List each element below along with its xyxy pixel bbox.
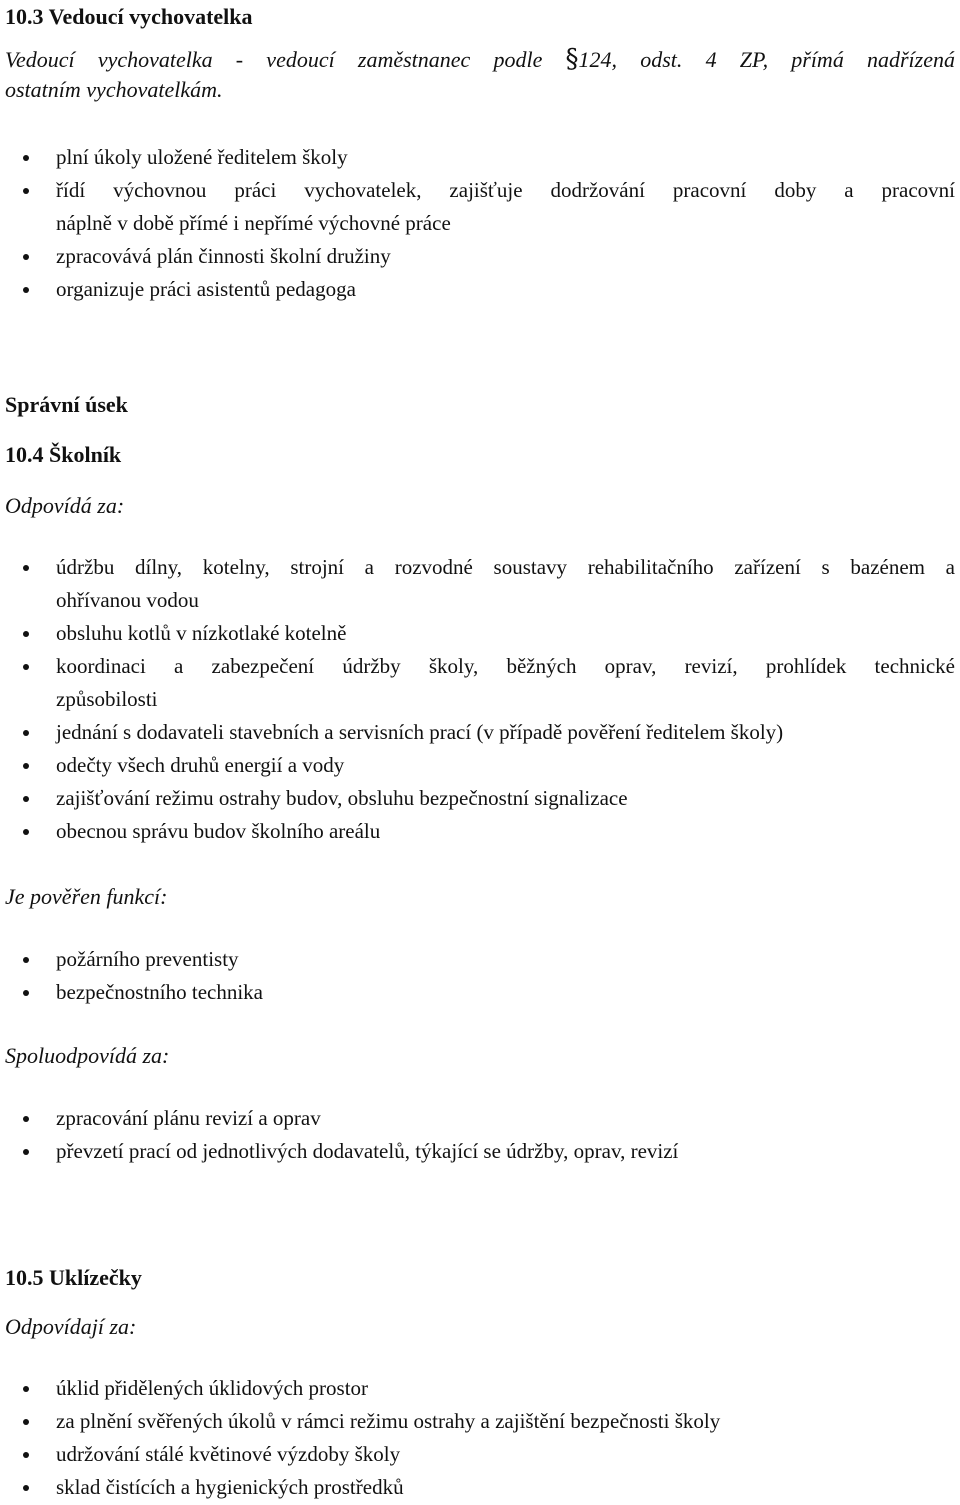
responsible-label: Odpovídá za: bbox=[5, 493, 125, 518]
list-item: sklad čistících a hygienických prostředků bbox=[5, 1471, 955, 1504]
list-item: zajišťování režimu ostrahy budov, obsluhu bezpečnostní signalizace bbox=[5, 782, 955, 815]
list-item-line: ohřívanou vodou bbox=[56, 588, 199, 612]
responsible-list bbox=[5, 551, 955, 848]
list-item: odečty všech druhů energií a vody bbox=[5, 749, 955, 782]
list-item: bezpečnostního technika bbox=[5, 976, 955, 1009]
list-item: zpracovává plán činnosti školní družiny bbox=[5, 240, 955, 273]
responsible-label-2: Odpovídají za: bbox=[5, 1314, 137, 1339]
list-item: převzetí prací od jednotlivých dodavatelů, týkající se údržby, oprav, revizí bbox=[5, 1135, 955, 1168]
list-item: za plnění svěřených úkolů v rámci režimu ostrahy a zajištění bezpečnosti školy bbox=[5, 1405, 955, 1438]
section-10-5-heading: 10.5 Uklízečky bbox=[5, 1265, 142, 1290]
intro-text-3: ostatním vychovatelkám. bbox=[5, 77, 223, 102]
list-item-line: způsobilosti bbox=[56, 687, 158, 711]
list-item: jednání s dodavateli stavebních a servisních prací (v případě pověření ředitelem školy) bbox=[5, 716, 955, 749]
intro-text-2: 124, odst. 4 ZP, přímá nadřízená bbox=[578, 47, 956, 72]
list-item-line: údržbu dílny, kotelny, strojní a rozvodné soustavy rehabilitačního zařízení s bazénem a bbox=[56, 555, 955, 579]
list-item-line: náplně v době přímé i nepřímé výchovné práce bbox=[56, 211, 451, 235]
section-10-3-intro bbox=[5, 43, 955, 106]
list-item-line: koordinaci a zabezpečení údržby školy, běžných oprav, revizí, prohlídek technické bbox=[56, 654, 955, 678]
list-item-line: řídí výchovnou práci vychovatelek, zajišťuje dodržování pracovní doby a pracovní bbox=[56, 178, 955, 202]
cleaners-list bbox=[5, 1372, 955, 1504]
list-item: obsluhu kotlů v nízkotlaké kotelně bbox=[5, 617, 955, 650]
section-10-3-list bbox=[5, 141, 955, 306]
list-item: úklid přidělených úklidových prostor bbox=[5, 1372, 955, 1405]
list-item: požárního preventisty bbox=[5, 943, 955, 976]
list-item: obecnou správu budov školního areálu bbox=[5, 815, 955, 848]
list-item bbox=[5, 174, 955, 240]
section-title: Správní úsek bbox=[5, 392, 128, 417]
list-item bbox=[5, 650, 955, 716]
list-item: organizuje práci asistentů pedagoga bbox=[5, 273, 955, 306]
list-item bbox=[5, 551, 955, 617]
coresponsible-list bbox=[5, 1102, 955, 1168]
section-10-3-heading: 10.3 Vedoucí vychovatelka bbox=[5, 4, 253, 29]
list-item: plní úkoly uložené ředitelem školy bbox=[5, 141, 955, 174]
paragraph-sign: § bbox=[565, 44, 579, 74]
section-10-4-heading: 10.4 Školník bbox=[5, 442, 122, 467]
list-item: zpracování plánu revizí a oprav bbox=[5, 1102, 955, 1135]
intro-text-1: Vedoucí vychovatelka - vedoucí zaměstnanec podle bbox=[5, 47, 566, 72]
list-item: udržování stálé květinové výzdoby školy bbox=[5, 1438, 955, 1471]
coresponsible-label: Spoluodpovídá za: bbox=[5, 1043, 170, 1068]
functions-label: Je pověřen funkcí: bbox=[5, 884, 168, 909]
functions-list bbox=[5, 943, 955, 1009]
